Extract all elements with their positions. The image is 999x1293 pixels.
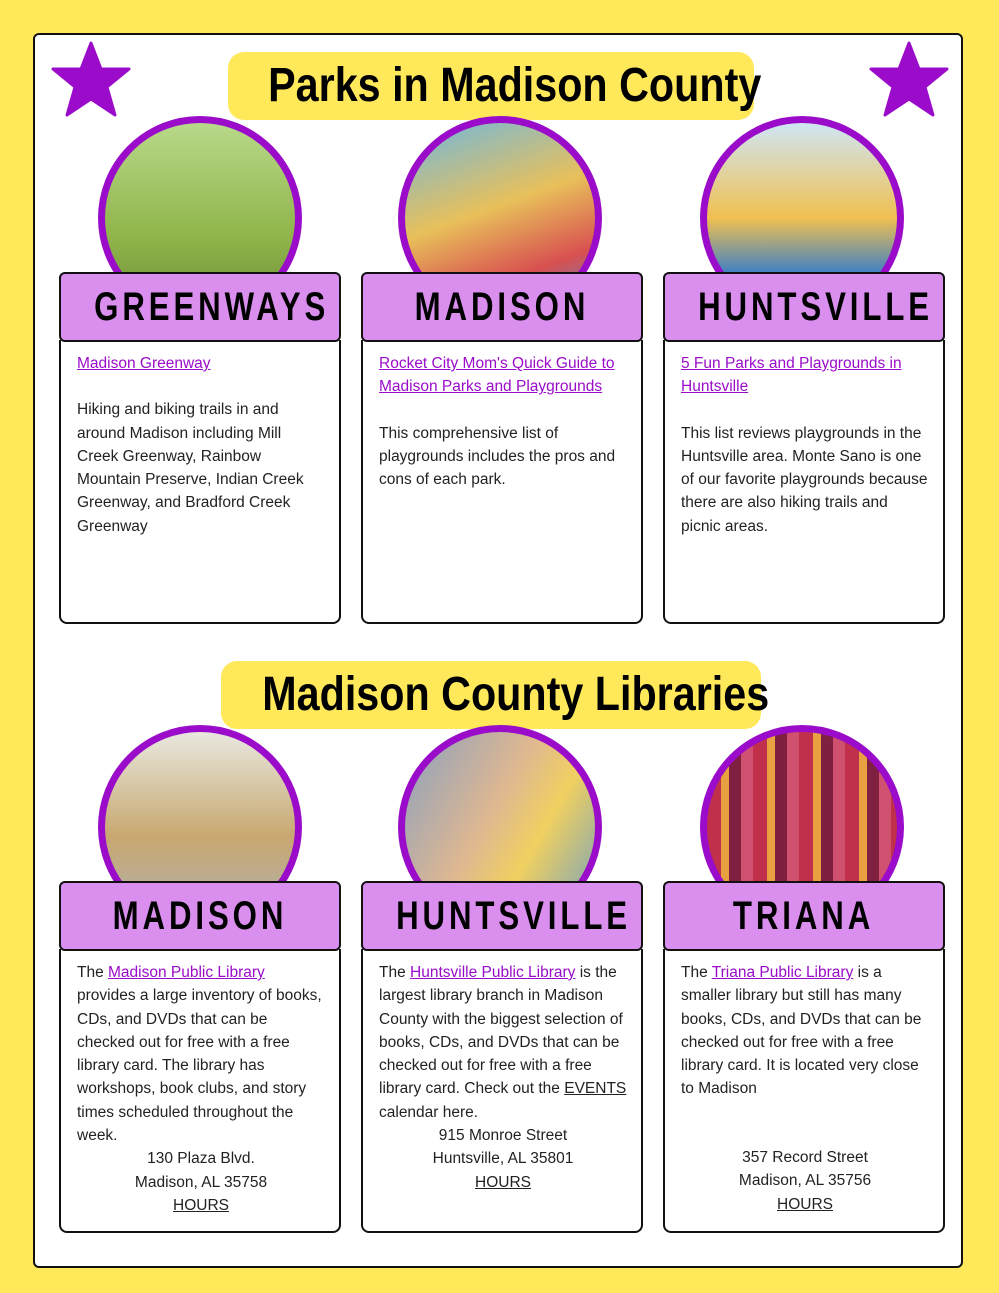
address-line: 915 Monroe Street	[438, 1127, 568, 1145]
star-icon	[869, 41, 949, 117]
madison-public-library-link[interactable]: Madison Public Library	[108, 964, 265, 981]
card-greenways	[59, 340, 341, 624]
card-description: This comprehensive list of playgrounds includes the pros and cons of each park.	[379, 424, 616, 489]
text: calendar here.	[379, 1103, 479, 1121]
events-link[interactable]: EVENTS	[564, 1080, 627, 1098]
card-header-madison: MADISON	[361, 272, 643, 342]
triana-public-library-link[interactable]: Triana Public Library	[711, 964, 854, 981]
card-huntsville-parks	[663, 340, 945, 624]
hours-link[interactable]: HOURS	[475, 1173, 531, 1191]
card-description: Hiking and biking trails in and around Madison including Mill Creek Greenway, Rainbow Mountain Preserve, Indian Creek Greenway, and Bradford Creek Greenway	[77, 401, 304, 535]
card-header-madison-library: MADISON	[59, 881, 341, 951]
address-line: Madison, AL 35756	[738, 1172, 872, 1190]
card-madison-parks	[361, 340, 643, 624]
address-line: 357 Record Street	[742, 1149, 868, 1166]
star-icon	[51, 41, 131, 117]
huntsville-parks-link[interactable]: 5 Fun Parks and Playgrounds in Huntsville	[681, 355, 902, 396]
parks-title: Parks in Madison County	[228, 52, 754, 120]
address-line: 130 Plaza Blvd.	[147, 1150, 255, 1168]
card-header-huntsville-library: HUNTSVILLE	[361, 881, 643, 951]
card-madison-library	[59, 949, 341, 1233]
card-header-huntsville: HUNTSVILLE	[663, 272, 945, 342]
card-triana-library	[663, 949, 945, 1233]
card-header-triana-library: TRIANA	[663, 881, 945, 951]
address-line: Madison, AL 35758	[134, 1173, 268, 1191]
madison-greenway-link[interactable]: Madison Greenway	[77, 355, 211, 372]
hours-link[interactable]: HOURS	[777, 1195, 833, 1213]
libraries-title: Madison County Libraries	[221, 661, 761, 729]
huntsville-public-library-link[interactable]: Huntsville Public Library	[410, 964, 576, 981]
text: The	[77, 964, 109, 981]
text: is the largest library branch in Madison County with the biggest selection of books, CDs, and DVDs that can be checked out for free with a free library card. Check out the	[379, 964, 623, 1098]
card-header-greenways: GREENWAYS	[59, 272, 341, 342]
address-line: Huntsville, AL 35801	[432, 1150, 574, 1168]
hours-link[interactable]: HOURS	[173, 1196, 229, 1214]
rocket-city-mom-link[interactable]: Rocket City Mom's Quick Guide to Madison Parks and Playgrounds	[379, 355, 615, 396]
text: is a smaller library but still has many books, CDs, and DVDs that can be checked out for free with a free library card. It is located very close to Madison	[681, 964, 922, 1098]
text: The	[379, 964, 411, 981]
card-huntsville-library	[361, 949, 643, 1233]
text: The	[681, 964, 712, 981]
card-description: This list reviews playgrounds in the Huntsville area. Monte Sano is one of our favorite playgrounds because there are also hiking trails and picnic areas.	[681, 424, 928, 535]
text: provides a large inventory of books, CDs, and DVDs that can be checked out for free with a free library card. The library has workshops, book clubs, and story times scheduled throughout the week.	[77, 987, 322, 1145]
